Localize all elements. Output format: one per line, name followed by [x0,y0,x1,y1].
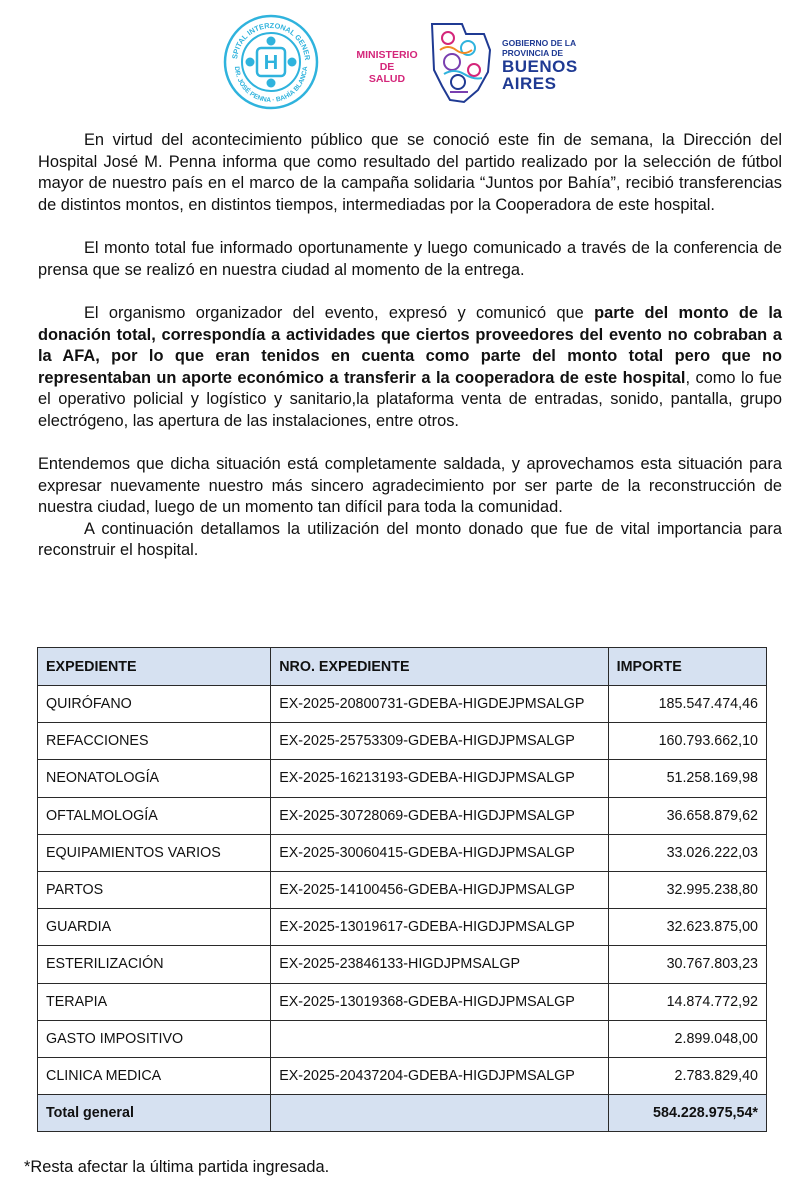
gov-line-2: PROVINCIA DE [502,48,564,58]
expenses-table [37,647,767,1132]
table-row [38,797,767,834]
table-row [38,723,767,760]
cell-nro-expediente: EX-2025-20437204-GDEBA-HIGDJPMSALGP [271,1057,608,1094]
total-row [38,1095,767,1132]
paragraph-3-start: El organismo organizador del evento, expresó y comunicó que [84,304,595,322]
cell-importe: 2.899.048,00 [608,1020,766,1057]
cell-importe: 36.658.879,62 [608,797,766,834]
paragraph-4: Entendemos que dicha situación está completamente saldada, y aprovechamos esta situación para expresar nuevamente nuestro más sincero agradecimiento por ser parte de la reconstrucción de nuestra ciudad, luego de un momento tan difícil para toda la comunidad. [38,455,782,516]
cell-nro-expediente: EX-2025-30060415-GDEBA-HIGDJPMSALGP [271,834,608,871]
paragraph-3-end: , como lo fue el operativo policial y logístico y sanitario,la plataforma venta de entradas, sonido, pantalla, grupo electrógeno, las apertura de las instalaciones, entre otros. [38,368,782,430]
table-row [38,871,767,908]
gov-line-3: BUENOS [502,57,578,76]
gov-line-4: AIRES [502,74,557,93]
paragraph-3 [38,303,782,432]
cell-nro-expediente: EX-2025-25753309-GDEBA-HIGDJPMSALGP [271,723,608,760]
cell-nro-expediente [271,1020,608,1057]
table-row [38,909,767,946]
cell-importe: 32.995.238,80 [608,871,766,908]
footnote: *Resta afectar la última partida ingresada. [24,1158,330,1176]
cell-importe: 33.026.222,03 [608,834,766,871]
paragraph-2: El monto total fue informado oportunamente y luego comunicado a través de la conferencia de prensa que se realizó en nuestra ciudad al momento de la entrega. [38,239,782,279]
cell-importe: 185.547.474,46 [608,686,766,723]
paragraph-3-bold: parte del monto de la donación total, correspondía a actividades que ciertos proveedores del evento no cobraban a la AFA, por lo que eran tenidos en cuenta como parte del monto total pero que no representaban un aporte económico a transferir a la cooperadora de este hospital [38,304,783,387]
cell-expediente: TERAPIA [38,983,271,1020]
table-row [38,760,767,797]
table-row [38,946,767,983]
header-importe: IMPORTE [608,648,766,686]
ministry-line-1: MINISTERIO DE [356,49,418,73]
cell-nro-expediente: EX-2025-13019368-GDEBA-HIGDJPMSALGP [271,983,608,1020]
cell-expediente: OFTALMOLOGÍA [38,797,271,834]
table-header-row [38,648,767,686]
cell-expediente: GASTO IMPOSITIVO [38,1020,271,1057]
cell-nro-expediente: EX-2025-30728069-GDEBA-HIGDJPMSALGP [271,797,608,834]
cell-importe: 14.874.772,92 [608,983,766,1020]
hospital-logo-letter: H [263,52,279,74]
province-government-logo [502,38,578,92]
cell-nro-expediente: EX-2025-13019617-GDEBA-HIGDJPMSALGP [271,909,608,946]
cell-nro-expediente: EX-2025-14100456-GDEBA-HIGDJPMSALGP [271,871,608,908]
header-nro-expediente: NRO. EXPEDIENTE [271,648,608,686]
cell-expediente: ESTERILIZACIÓN [38,946,271,983]
ministry-line-2: SALUD [368,73,406,85]
paragraph-1: En virtud del acontecimiento público que se conoció este fin de semana, la Dirección del Hospital José M. Penna informa que como resultado del partido realizado por la selección de fútbol mayor de nuestro país en el marco de la campaña solidaria “Juntos por Bahía”, recibió transferencias de distintos montos, en distintos tiempos, intermediadas por la Cooperadora de este hospital. [38,131,782,214]
hospital-logo-top-text: SPITAL INTERZONAL GENER [230,20,313,61]
province-emblem-icon [428,20,494,106]
cell-importe: 32.623.875,00 [608,909,766,946]
table-row [38,1020,767,1057]
cell-expediente: PARTOS [38,871,271,908]
hospital-logo [223,14,319,110]
cell-importe: 30.767.803,23 [608,946,766,983]
cell-expediente: REFACCIONES [38,723,271,760]
paragraph-5: A continuación detallamos la utilización del monto donado que fue de vital importancia para reconstruir el hospital. [38,519,782,559]
table-row [38,1057,767,1094]
cell-importe: 160.793.662,10 [608,723,766,760]
cell-expediente: EQUIPAMIENTOS VARIOS [38,834,271,871]
cell-importe: 2.783.829,40 [608,1057,766,1094]
hospital-logo-bottom-text: DR. JOSÉ PENNA · BAHÍA BLANCA [232,66,310,105]
cell-nro-expediente: EX-2025-16213193-GDEBA-HIGDJPMSALGP [271,760,608,797]
cell-expediente: GUARDIA [38,909,271,946]
ministry-logo [352,49,422,85]
cell-expediente: NEONATOLOGÍA [38,760,271,797]
statement-body [38,130,782,562]
cell-importe: 51.258.169,98 [608,760,766,797]
letterhead [0,10,812,115]
table-row [38,834,767,871]
table-row [38,686,767,723]
cell-nro-expediente: EX-2025-20800731-GDEBA-HIGDEJPMSALGP [271,686,608,723]
cell-nro-expediente: EX-2025-23846133-HIGDJPMSALGP [271,946,608,983]
total-value: 584.228.975,54* [608,1095,766,1132]
cell-expediente: QUIRÓFANO [38,686,271,723]
header-expediente: EXPEDIENTE [38,648,271,686]
total-label: Total general [38,1095,271,1132]
total-empty-cell [271,1095,608,1132]
table-row [38,983,767,1020]
gov-line-1: GOBIERNO DE LA [502,38,577,48]
cell-expediente: CLINICA MEDICA [38,1057,271,1094]
